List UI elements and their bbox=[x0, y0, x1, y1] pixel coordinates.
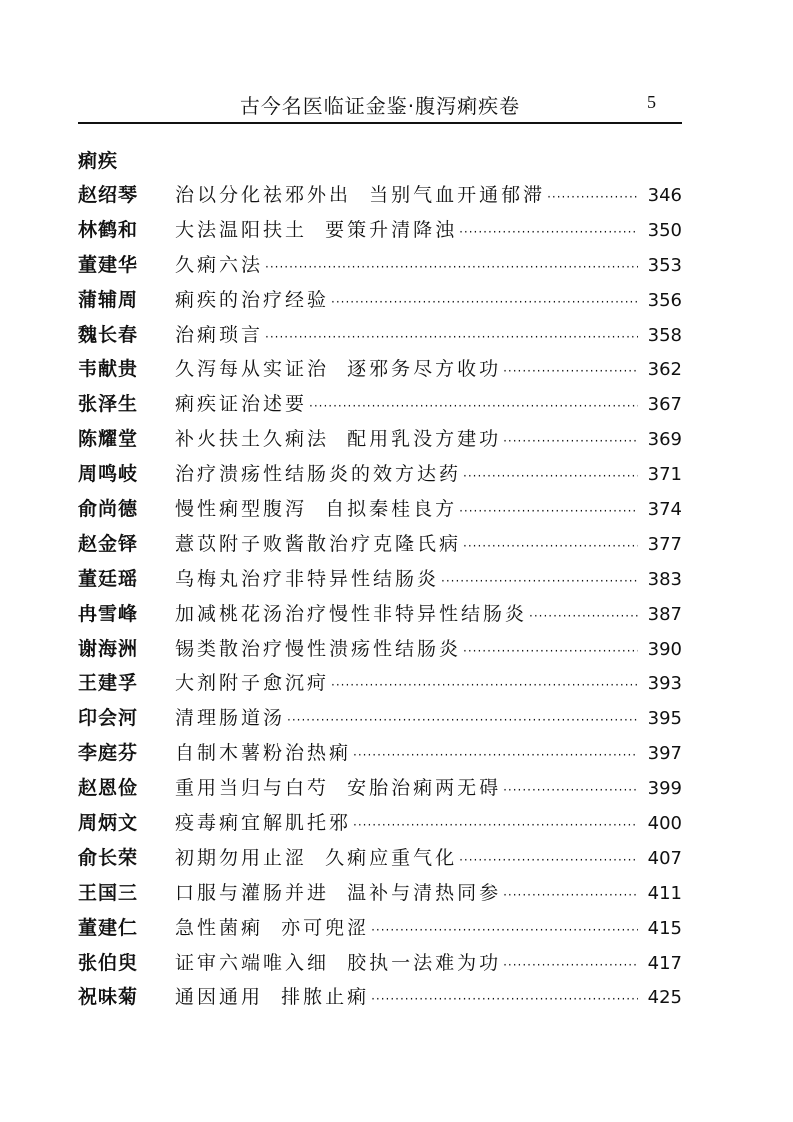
toc-entry bbox=[78, 876, 682, 911]
dot-leader bbox=[503, 948, 638, 983]
toc-entry-author: 赵绍琴 bbox=[78, 184, 139, 206]
toc-entry-title: 疫毒痢宜解肌托邪 bbox=[175, 812, 352, 835]
toc-entry-author: 俞尚德 bbox=[78, 498, 139, 521]
dot-leader bbox=[463, 634, 638, 669]
book-title: 古今名医临证金鉴·腹泻痢疾卷 bbox=[239, 94, 521, 118]
toc-entry-title: 薏苡附子败酱散治疗克隆氏病 bbox=[175, 532, 462, 555]
dot-leader bbox=[503, 424, 638, 459]
toc-entry bbox=[78, 422, 682, 457]
toc-entry-title: 治疗溃疡性结肠炎的效方达药 bbox=[175, 463, 462, 486]
dot-leader bbox=[459, 215, 638, 250]
dot-leader bbox=[353, 808, 638, 843]
toc-entry bbox=[78, 352, 682, 387]
toc-entry-author: 赵金铎 bbox=[78, 532, 139, 555]
toc-entry-author: 俞长荣 bbox=[78, 846, 139, 869]
toc-entry bbox=[78, 666, 682, 701]
toc-entry-page: 371 bbox=[647, 464, 682, 486]
dot-leader bbox=[459, 494, 638, 529]
toc-entry bbox=[78, 911, 682, 946]
toc-entry-author: 魏长春 bbox=[78, 323, 139, 346]
toc-entry-page: 387 bbox=[647, 603, 682, 625]
toc-entry-author: 董廷瑶 bbox=[78, 567, 139, 590]
toc-entry-author: 冉雪峰 bbox=[78, 602, 139, 625]
dot-leader bbox=[353, 738, 638, 773]
toc-entry-title: 加减桃花汤治疗慢性非特异性结肠炎 bbox=[175, 602, 528, 625]
dot-leader bbox=[463, 459, 638, 494]
table-of-contents bbox=[78, 178, 682, 1015]
toc-entry-page: 393 bbox=[647, 673, 682, 695]
toc-entry bbox=[78, 562, 682, 597]
toc-entry-author: 董建仁 bbox=[78, 916, 139, 939]
toc-entry-title: 治以分化祛邪外出 当别气血开通郁滞 bbox=[175, 184, 546, 206]
toc-entry bbox=[78, 457, 682, 492]
toc-entry-page: 397 bbox=[647, 743, 682, 765]
toc-entry-title: 大剂附子愈沉疴 bbox=[175, 672, 330, 695]
toc-entry-page: 407 bbox=[647, 847, 682, 869]
toc-entry bbox=[78, 771, 682, 806]
toc-entry-title: 证审六端唯入细 胶执一法难为功 bbox=[175, 951, 502, 974]
toc-entry-author: 王国三 bbox=[78, 881, 139, 904]
toc-entry-title: 大法温阳扶土 要策升清降浊 bbox=[175, 218, 458, 241]
toc-entry bbox=[78, 701, 682, 736]
section-title: 痢疾 bbox=[78, 150, 119, 172]
toc-entry-title: 自制木薯粉治热痢 bbox=[175, 742, 352, 765]
toc-entry-page: 425 bbox=[647, 987, 682, 1009]
dot-leader bbox=[463, 529, 638, 564]
toc-entry-title: 治痢琐言 bbox=[175, 323, 264, 346]
dot-leader bbox=[331, 668, 638, 703]
toc-entry-title: 痢疾的治疗经验 bbox=[175, 288, 330, 311]
page-number: 5 bbox=[647, 92, 656, 112]
dot-leader bbox=[265, 320, 638, 355]
toc-entry-author: 张泽生 bbox=[78, 393, 139, 416]
toc-entry-title: 乌梅丸治疗非特异性结肠炎 bbox=[175, 567, 440, 590]
toc-entry bbox=[78, 841, 682, 876]
toc-entry-page: 369 bbox=[647, 429, 682, 451]
toc-entry bbox=[78, 213, 682, 248]
toc-entry-author: 印会河 bbox=[78, 707, 139, 730]
toc-entry-author: 蒲辅周 bbox=[78, 288, 139, 311]
toc-entry-title: 重用当归与白芍 安胎治痢两无碍 bbox=[175, 777, 502, 800]
toc-entry-title: 口服与灌肠并进 温补与清热同参 bbox=[175, 881, 502, 904]
toc-entry-author: 张伯臾 bbox=[78, 951, 139, 974]
toc-entry bbox=[78, 178, 682, 213]
toc-entry-author: 韦献贵 bbox=[78, 358, 139, 381]
toc-entry-author: 谢海洲 bbox=[78, 637, 139, 660]
toc-entry-title: 通因通用 排脓止痢 bbox=[175, 986, 370, 1009]
dot-leader bbox=[503, 773, 638, 808]
toc-entry bbox=[78, 980, 682, 1015]
toc-entry-author: 周鸣岐 bbox=[78, 463, 139, 486]
dot-leader bbox=[459, 843, 638, 878]
toc-entry-author: 陈耀堂 bbox=[78, 428, 139, 451]
toc-entry-page: 346 bbox=[647, 185, 682, 206]
toc-entry-page: 415 bbox=[647, 917, 682, 939]
toc-entry bbox=[78, 248, 682, 283]
toc-entry-page: 353 bbox=[647, 254, 682, 276]
dot-leader bbox=[441, 564, 638, 599]
toc-entry-author: 林鹤和 bbox=[78, 218, 139, 241]
toc-entry-title: 急性菌痢 亦可兜涩 bbox=[175, 916, 370, 939]
dot-leader bbox=[371, 982, 638, 1017]
toc-entry-title: 清理肠道汤 bbox=[175, 707, 286, 730]
toc-entry-page: 377 bbox=[647, 533, 682, 555]
running-header bbox=[78, 86, 682, 124]
toc-entry-title: 痢疾证治述要 bbox=[175, 393, 308, 416]
toc-entry-author: 赵恩俭 bbox=[78, 777, 139, 800]
toc-entry-author: 祝味菊 bbox=[78, 986, 139, 1009]
toc-entry bbox=[78, 387, 682, 422]
toc-entry-title: 补火扶土久痢法 配用乳没方建功 bbox=[175, 428, 502, 451]
toc-entry bbox=[78, 283, 682, 318]
toc-entry bbox=[78, 527, 682, 562]
dot-leader bbox=[287, 703, 638, 738]
toc-entry bbox=[78, 597, 682, 632]
dot-leader bbox=[331, 285, 638, 320]
toc-entry bbox=[78, 492, 682, 527]
toc-entry bbox=[78, 318, 682, 353]
dot-leader bbox=[503, 878, 638, 913]
toc-entry-page: 400 bbox=[647, 813, 682, 835]
dot-leader bbox=[265, 250, 638, 285]
toc-entry-page: 390 bbox=[647, 638, 682, 660]
toc-entry-title: 久泻每从实证治 逐邪务尽方收功 bbox=[175, 358, 502, 381]
toc-entry-author: 王建孚 bbox=[78, 672, 139, 695]
toc-entry bbox=[78, 946, 682, 981]
toc-entry bbox=[78, 632, 682, 667]
toc-entry-title: 锡类散治疗慢性溃疡性结肠炎 bbox=[175, 637, 462, 660]
toc-entry-page: 350 bbox=[647, 219, 682, 241]
toc-entry-title: 初期勿用止涩 久痢应重气化 bbox=[175, 846, 458, 869]
toc-entry bbox=[78, 806, 682, 841]
toc-entry-page: 362 bbox=[647, 359, 682, 381]
toc-entry-author: 周炳文 bbox=[78, 812, 139, 835]
toc-entry-page: 356 bbox=[647, 289, 682, 311]
dot-leader bbox=[547, 180, 638, 215]
toc-entry-author: 李庭芬 bbox=[78, 742, 139, 765]
toc-entry-page: 367 bbox=[647, 394, 682, 416]
toc-entry-page: 383 bbox=[647, 568, 682, 590]
toc-entry-page: 417 bbox=[647, 952, 682, 974]
dot-leader bbox=[503, 354, 638, 389]
dot-leader bbox=[309, 389, 638, 424]
toc-entry-page: 395 bbox=[647, 708, 682, 730]
toc-entry bbox=[78, 736, 682, 771]
dot-leader bbox=[529, 599, 638, 634]
toc-entry-title: 久痢六法 bbox=[175, 253, 264, 276]
toc-entry-page: 358 bbox=[647, 324, 682, 346]
toc-entry-author: 董建华 bbox=[78, 253, 139, 276]
toc-entry-title: 慢性痢型腹泻 自拟秦桂良方 bbox=[175, 498, 458, 521]
toc-entry-page: 374 bbox=[647, 499, 682, 521]
toc-entry-page: 399 bbox=[647, 778, 682, 800]
dot-leader bbox=[371, 913, 638, 948]
toc-entry-page: 411 bbox=[647, 882, 682, 904]
